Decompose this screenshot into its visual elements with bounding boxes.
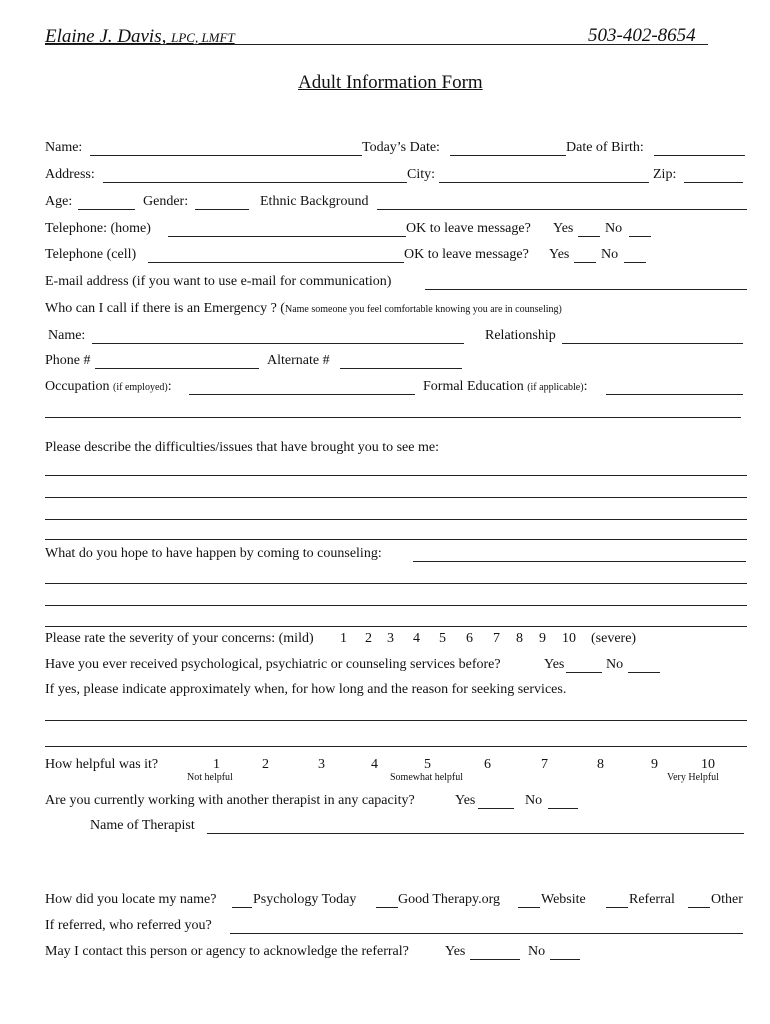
tel-home-field[interactable] <box>168 236 406 237</box>
hope-question: What do you hope to have happen by coming to counseling: <box>45 546 382 561</box>
severity-option-4[interactable]: 4 <box>413 631 420 646</box>
education-note: (if applicable) <box>527 382 584 393</box>
helpful-option-5[interactable]: 5 <box>424 757 431 772</box>
zip-field[interactable] <box>684 182 743 183</box>
severity-severe-label: (severe) <box>591 631 637 646</box>
severity-option-2[interactable]: 2 <box>365 631 372 646</box>
if-yes-line-2[interactable] <box>45 746 747 747</box>
ok-cell-no-label: No <box>601 247 619 262</box>
dob-field[interactable] <box>654 155 745 156</box>
occupation-label <box>45 379 172 395</box>
occupation-field[interactable] <box>189 394 415 395</box>
another-yes-field[interactable] <box>478 808 514 809</box>
opt2-field[interactable] <box>376 907 398 908</box>
another-therapist-question: Are you currently working with another therapist in any capacity? <box>45 793 415 808</box>
emergency-question <box>45 301 562 317</box>
severity-option-1[interactable]: 1 <box>340 631 347 646</box>
helpful-option-8[interactable]: 8 <box>597 757 604 772</box>
helpful-option-4[interactable]: 4 <box>371 757 378 772</box>
ethnic-label: Ethnic Background <box>260 194 369 209</box>
difficulties-question: Please describe the difficulties/issues that have brought you to see me: <box>45 440 439 455</box>
form-title: Adult Information Form <box>298 72 483 93</box>
name-field[interactable] <box>90 155 362 156</box>
hope-line-3[interactable] <box>45 626 747 627</box>
opt5-field[interactable] <box>688 907 710 908</box>
gender-label: Gender: <box>143 194 189 209</box>
opt1-label: Psychology Today <box>253 892 357 907</box>
ok-message-home-label: OK to leave message? <box>406 221 531 236</box>
tel-cell-label: Telephone (cell) <box>45 247 137 262</box>
referred-by-question: If referred, who referred you? <box>45 918 212 933</box>
age-label: Age: <box>45 194 73 209</box>
age-field[interactable] <box>78 209 135 210</box>
contact-yes-field[interactable] <box>470 959 520 960</box>
therapist-name <box>45 26 235 49</box>
emergency-name-field[interactable] <box>92 343 464 344</box>
severity-option-5[interactable]: 5 <box>439 631 446 646</box>
todays-date-field[interactable] <box>450 155 566 156</box>
may-contact-question: May I contact this person or agency to acknowledge the referral? <box>45 944 409 959</box>
severity-question: Please rate the severity of your concerns: (mild) <box>45 631 314 646</box>
phone-label: Phone # <box>45 353 91 368</box>
referred-by-field[interactable] <box>230 933 743 934</box>
hope-field[interactable] <box>413 561 746 562</box>
therapist-name-text: Elaine J. Davis, <box>45 26 167 47</box>
contact-yes-label: Yes <box>445 944 466 959</box>
occupation-colon: : <box>167 379 172 394</box>
therapist-phone: 503-402-8654 <box>588 25 696 46</box>
occupation-note: (if employed) <box>113 382 168 393</box>
ok-home-yes-label: Yes <box>553 221 574 236</box>
education-label <box>423 379 587 395</box>
tel-cell-field[interactable] <box>148 262 404 263</box>
severity-option-6[interactable]: 6 <box>466 631 473 646</box>
ok-cell-yes-field[interactable] <box>574 262 596 263</box>
education-colon: : <box>583 379 588 394</box>
opt4-field[interactable] <box>606 907 628 908</box>
emergency-name-label: Name: <box>48 328 86 343</box>
opt1-field[interactable] <box>232 907 252 908</box>
ethnic-field[interactable] <box>377 209 747 210</box>
ok-home-yes-field[interactable] <box>578 236 600 237</box>
phone-field[interactable] <box>95 368 259 369</box>
email-label: E-mail address (if you want to use e-mail for communication) <box>45 274 392 289</box>
email-field[interactable] <box>425 289 747 290</box>
occupation-text: Occupation <box>45 379 110 394</box>
therapist-credentials: LPC, LMFT <box>171 30 235 45</box>
helpful-option-2[interactable]: 2 <box>262 757 269 772</box>
opt2-label: Good Therapy.org <box>398 892 500 907</box>
relationship-label: Relationship <box>485 328 556 343</box>
address-label: Address: <box>45 167 95 182</box>
difficulties-line-3[interactable] <box>45 519 747 520</box>
occupation-extra-line[interactable] <box>45 417 741 418</box>
helpful-option-9[interactable]: 9 <box>651 757 658 772</box>
not-helpful-label: Not helpful <box>187 772 233 783</box>
opt3-label: Website <box>541 892 586 907</box>
prior-no-label: No <box>606 657 624 672</box>
difficulties-line-2[interactable] <box>45 497 747 498</box>
city-label: City: <box>407 167 436 182</box>
relationship-field[interactable] <box>562 343 743 344</box>
address-field[interactable] <box>103 182 407 183</box>
helpful-option-3[interactable]: 3 <box>318 757 325 772</box>
ok-home-no-label: No <box>605 221 623 236</box>
prior-services-question: Have you ever received psychological, psychiatric or counseling services before? <box>45 657 501 672</box>
helpful-option-7[interactable]: 7 <box>541 757 548 772</box>
prior-yes-field[interactable] <box>566 672 602 673</box>
contact-no-field[interactable] <box>550 959 580 960</box>
helpful-option-10[interactable]: 10 <box>701 757 715 772</box>
severity-option-3[interactable]: 3 <box>387 631 394 646</box>
alternate-label: Alternate # <box>267 353 330 368</box>
if-yes-question: If yes, please indicate approximately when, for how long and the reason for seeking services. <box>45 682 567 697</box>
emergency-note: Name someone you feel comfortable knowing you are in counseling) <box>284 304 562 315</box>
city-field[interactable] <box>439 182 649 183</box>
todays-date-label: Today’s Date: <box>362 140 440 155</box>
hope-line-2[interactable] <box>45 605 747 606</box>
dob-label: Date of Birth: <box>566 140 644 155</box>
hope-line-1[interactable] <box>45 583 747 584</box>
severity-option-10[interactable]: 10 <box>562 631 576 646</box>
zip-label: Zip: <box>653 167 677 182</box>
tel-home-label: Telephone: (home) <box>45 221 151 236</box>
therapist-name-field[interactable] <box>207 833 744 834</box>
opt4-label: Referral <box>629 892 675 907</box>
contact-no-label: No <box>528 944 546 959</box>
if-yes-line-1[interactable] <box>45 720 747 721</box>
alternate-field[interactable] <box>340 368 462 369</box>
severity-option-7[interactable]: 7 <box>493 631 500 646</box>
prior-no-field[interactable] <box>628 672 660 673</box>
ok-home-no-field[interactable] <box>629 236 651 237</box>
difficulties-line-1[interactable] <box>45 475 747 476</box>
another-no-field[interactable] <box>548 808 578 809</box>
name-label: Name: <box>45 140 83 155</box>
difficulties-line-4[interactable] <box>45 539 747 540</box>
severity-option-9[interactable]: 9 <box>539 631 546 646</box>
ok-cell-no-field[interactable] <box>624 262 646 263</box>
ok-message-cell-label: OK to leave message? <box>404 247 529 262</box>
very-helpful-label: Very Helpful <box>667 772 719 783</box>
emergency-question-text: Who can I call if there is an Emergency ? ( <box>45 301 285 316</box>
prior-yes-label: Yes <box>544 657 565 672</box>
helpful-option-1[interactable]: 1 <box>213 757 220 772</box>
helpful-question: How helpful was it? <box>45 757 159 772</box>
helpful-option-6[interactable]: 6 <box>484 757 491 772</box>
locate-question: How did you locate my name? <box>45 892 217 907</box>
opt3-field[interactable] <box>518 907 540 908</box>
gender-field[interactable] <box>195 209 249 210</box>
therapist-name-label: Name of Therapist <box>90 818 195 833</box>
severity-option-8[interactable]: 8 <box>516 631 523 646</box>
education-text: Formal Education <box>423 379 524 394</box>
ok-cell-yes-label: Yes <box>549 247 570 262</box>
somewhat-helpful-label: Somewhat helpful <box>390 772 464 783</box>
opt5-label: Other <box>711 892 743 907</box>
another-yes-label: Yes <box>455 793 476 808</box>
education-field[interactable] <box>606 394 743 395</box>
another-no-label: No <box>525 793 543 808</box>
